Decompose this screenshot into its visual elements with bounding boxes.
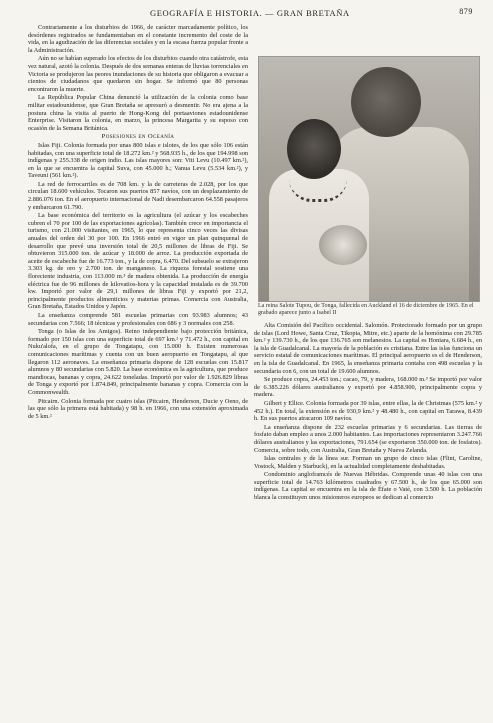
paragraph: La red de ferrocarriles es de 708 km. y la de carreteras de 2.028, por los que circulan 18.600 vehículos. Tocaron sus puertos 857 navíos, con un desplazamiento de 2.886.076 ton. En el aeropuerto internacional de Nadi desembarcaron 64.558 pasajeros y embarcaron 61.790. — [28, 180, 248, 211]
left-column — [28, 24, 248, 421]
right-column — [254, 322, 482, 503]
paragraph: Se produce copra, 24.453 ton.; cacao, 79, y madera, 168.000 m.³ Se importó por valor de 6.385.226 dólares australianos y exportó por 4.858.900, principalmente copra y madera. — [254, 376, 482, 399]
paragraph: La enseñanza comprende 581 escuelas primarias con 93.983 alumnos; 43 secundarias con 7.566; 18 técnicas y profesionales con 686 y 3 normales con 258. — [28, 311, 248, 327]
paragraph: Gilbert y Ellice. Colonia formada por 39 islas, entre ellas, la de Christmas (575 km.² y 452 h.). En total, la extensión es de 930,9 km.² y 48.480 h., con capital en Tarawa, 8.439 h. En sus puertos atracaron 109 navíos. — [254, 399, 482, 423]
photograph-queens — [258, 56, 480, 302]
paragraph: Alta Comisión del Pacífico occidental. Salomón. Protectorado formado por un grupo de islas (Lord Howe, Santa Cruz, Tikopia, Mitre, etc.) aparte de la homónima con 29.785 km.² y 139.730 h., de los que 136.765 son melanesios. La capital es Honiara, 6.684 h., en la isla de Guadalcanal. La mayoría de la población es cristiana. Entre las islas funciona un servicio estatal de comunicaciones marítimas. El principal aeropuerto es el de Henderson, en la isla de Guadalcanal. En 1965, la enseñanza primaria contaba con 498 escuelas y la secundaria con 6, con un total de 19.600 alumnos. — [254, 322, 482, 375]
page-number: 879 — [459, 7, 473, 16]
running-title: GEOGRAFÍA E HISTORIA. — GRAN BRETAÑA — [150, 8, 350, 18]
paragraph: La República Popular China denunció la utilización de la colonia como base militar estadounidense, que Gran Bretaña se apresuró a desmentir. No era ajena a la postura china la visita al puerto de Hong-Kong del portaaviones estadounidense Enterprise. Visitaron la colonia, en marzo, la princesa Margarita y su esposo con ocasión de la Semana Británica. — [28, 94, 248, 132]
paragraph: Pitcairn. Colonia formada por cuatro islas (Pitcairn, Henderson, Ducie y Oeno, de las que sólo la primera está habitada) y 98 h. en 1966, con una extensión aproximada de 5 km.² — [28, 397, 248, 420]
paragraph: Islas Fiji. Colonia formada por unas 800 islas e islotes, de los que sólo 106 están habitadas, con una superficie total de 18.272 km.² y 568.935 h., de los que 194.998 son indígenas y 255.338 de origen indio. Las islas mayores son: Viti Levu (10.497 km.²), en la que se encuentra la capital Suva, con 45.000 h.; Vanua Levu (5.534 km.²), y Taveuni (561 km.²). — [28, 141, 248, 180]
bouquet-detail — [319, 225, 367, 265]
paragraph: Aún no se habían superado los efectos de los disturbios cuando otra catástrofe, esta vez natural, azotó la colonia. Después de dos semanas enteras de lluvias torrenciales en Victoria se produjeron las peores inundaciones de su historia que obligaron a evacuar a cientos de ciudadanos que quedaron sin hogar. Se informó que 80 personas encontraron la muerte. — [28, 55, 248, 93]
photo-caption: La reina Salote Tupou, de Tonga, fallecida en Auckland el 16 de diciembre de 1965. En el grabado aparece junto a Isabel II — [258, 303, 474, 316]
paragraph: Condominio angloframcés de Nuevas Hébridas. Comprende unas 40 islas con una superficie total de 14.763 kilómetros cuadrados y 67.500 h., de los que 65.000 son indígenas. La capital se encuentra en la isla de Éfate o Vaté, con 3.500 h. La población blanca la constituyen unos misioneros europeos se dedican al comercio — [254, 471, 482, 502]
figure-head-left — [287, 119, 341, 179]
paragraph: Contrariamente a los disturbios de 1966, de carácter marcadamente político, los desórdenes registrados se fundamentaban en el constante incremento del coste de la vida, en la agudización de las diferencias sociales y en la escasa fuerza popular frente a la Administración. — [28, 24, 248, 54]
paragraph: La enseñanza dispone de 232 escuelas primarias y 6 secundarias. Las tierras de fosfato daban empleo a unos 2.000 habitantes. Las importaciones representaron 3.247.766 dólares australianos y las exportaciones, 791.654 (se exportaron 350.000 ton. de fosfatos). Comercia, sobre todo, con Australia, Gran Bretaña y Nueva Zelanda. — [254, 423, 482, 454]
paragraph: Islas centrales y de la línea sur. Forman un grupo de cinco islas (Flint, Caroline, Vostock, Malden y Starbuck), en la actualidad completamente deshabitadas. — [254, 455, 482, 470]
paragraph: La base económica del territorio es la agricultura (el azúcar y los escabeches cubren el 70 por 100 de las exportaciones agrícolas). También crece en importancia el turismo, con 21.000 visitantes, en 1965, lo que representa cinco veces las divisas anuales del orden del 30 por 100. En 1966 entró en vigor un plan quinquenal de desarrollo que prevé una inversión total de 20,5 millones de libras de Fiji. Se obtuvieron 315.000 ton. de azúcar y 18.000 de arroz. La producción exportada de aceite de escabeche fue de 16.773 ton., y la de copra, 6.470. Del subsuelo se extrajeron 3.303 kg. de oro y 2.700 ton. de manganeso. La riqueza forestal sostiene una floreciente industria, con 113.000 m.³ de madera obtenida. La producción de energía eléctrica fue de 96 millones de kilovatios-hora y la capacidad instalada es de 39.700 kw. Importó por valor de 29,1 millones de libras Fiji y exportó por 21,2, principalmente productos alimenticios y materias primas. Comercia con Australia, Gran Bretaña, Estados Unidos y Japón. — [28, 212, 248, 311]
section-heading: Posesiones en Oceanía — [101, 133, 175, 141]
figure-head-right — [351, 67, 421, 137]
running-header — [20, 6, 479, 20]
paragraph: Tonga (o Islas de los Amigos). Reino independiente bajo protección británica, formado por 150 islas con una superficie total de 697 km.² y 71.472 h., con capital en Nuku'alofa, en el grupo de Tongatapu, con 15.000 h. Existen numerosas comunicaciones marítimas y cuenta con un buen aeropuerto en Tongatapu, al que llegaron 112 aeronaves. La enseñanza primaria dispone de 128 escuelas con 15.817 alumnos y 80 secundarias con 5.820. La base económica es la agricultura, que produce mandiocas, bananas y copra, 24.622 toneladas. Importó por valor de 1.926.829 libras de Tonga y exportó por 1.874.849, principalmente bananas y copra. Comercia con la Commonwealth. — [28, 328, 248, 396]
